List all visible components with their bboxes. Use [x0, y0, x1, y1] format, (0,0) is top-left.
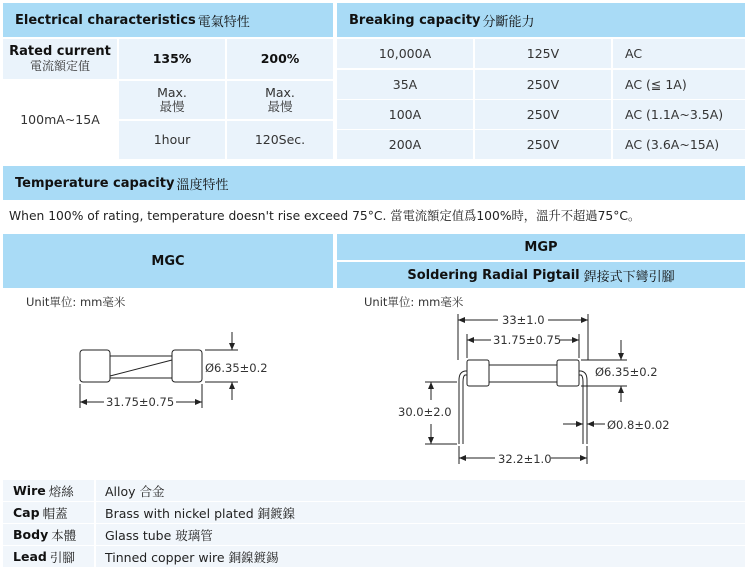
breaking-current-1: 35A [337, 70, 473, 99]
mgp-dim-body: 31.75±0.75 [493, 333, 562, 347]
breaking-voltage-3: 250V [475, 130, 611, 159]
mgc-unit: Unit單位: mm毫米 [26, 295, 126, 309]
material-value-wire: Alloy 合金 [105, 483, 165, 499]
material-value-body: Glass tube 玻璃管 [105, 527, 213, 543]
rated-current-zh: 電流額定值 [29, 59, 90, 73]
breaking-voltage-1: 250V [475, 70, 611, 99]
max-label-1: Max. [157, 85, 187, 100]
breaking-current-0: 10,000A [337, 39, 473, 68]
mgp-span-label: 32.2±1.0 [498, 452, 552, 466]
mgp-subtitle-zh: 銲接式下彎引腳 [583, 269, 675, 285]
electrical-title: Electrical characteristics [15, 12, 196, 28]
temperature-title-zh: 溫度特性 [176, 177, 229, 193]
mgp-cap-left [467, 360, 489, 386]
mgp-subheader [337, 262, 745, 288]
rated-current-en: Rated current [9, 44, 111, 59]
electrical-title-zh: 電氣特性 [197, 14, 250, 30]
mgc-body [100, 356, 184, 378]
col-135: 135% [119, 39, 225, 79]
max-label-1-zh: 最慢 [159, 99, 185, 114]
mgp-header [337, 234, 745, 260]
breaking-table [337, 39, 745, 159]
current-range: 100mA~15A [3, 81, 117, 159]
time-2: 120Sec. [227, 121, 333, 159]
breaking-current-3: 200A [337, 130, 473, 159]
col-200: 200% [227, 39, 333, 79]
mgp-height-label: 30.0±2.0 [398, 405, 452, 419]
breaking-current-2: 100A [337, 100, 473, 129]
time-1: 1hour [119, 121, 225, 159]
electrical-header [3, 3, 333, 37]
mgp-title: MGP [524, 239, 558, 255]
temperature-title: Temperature capacity [15, 175, 175, 191]
mgc-dia-label: Ø6.35±0.2 [205, 361, 268, 375]
breaking-type-3: AC (3.6A~15A) [613, 130, 745, 159]
materials-table [3, 480, 745, 568]
mgp-dia-label: Ø6.35±0.2 [595, 365, 658, 379]
breaking-header [337, 3, 745, 37]
mgp-cap-right [557, 360, 579, 386]
material-key-lead: Lead 引腳 [13, 549, 75, 565]
material-key-wire: Wire 熔絲 [13, 483, 74, 499]
max-label-2: Max. [265, 85, 295, 100]
mgc-cap-right [172, 350, 202, 382]
mgp-body [477, 365, 569, 382]
breaking-type-0: AC [613, 39, 745, 68]
breaking-voltage-2: 250V [475, 100, 611, 129]
mgp-subtitle: Soldering Radial Pigtail [407, 267, 580, 283]
breaking-voltage-0: 125V [475, 39, 611, 68]
material-key-cap: Cap 帽蓋 [13, 505, 68, 521]
material-value-lead: Tinned copper wire 銅鎳鍍錫 [105, 549, 279, 565]
max-cell-1 [119, 81, 225, 119]
mgp-unit: Unit單位: mm毫米 [364, 295, 464, 309]
mgc-title: MGC [151, 253, 185, 269]
rated-current-label [3, 39, 117, 79]
breaking-title-zh: 分斷能力 [482, 14, 535, 30]
max-cell-2 [227, 81, 333, 119]
breaking-title: Breaking capacity [349, 12, 481, 28]
materials-divider [94, 480, 96, 568]
breaking-type-1: AC (≦ 1A) [613, 70, 745, 99]
mgc-header [3, 234, 333, 288]
mgp-wire-label: Ø0.8±0.02 [607, 418, 670, 432]
material-key-body: Body 本體 [13, 527, 77, 543]
temperature-header [3, 166, 745, 200]
temperature-note: When 100% of rating, temperature doesn't rise exceed 75°C. 當電流額定值爲100%時，溫升不超過75°C。 [9, 209, 641, 223]
mgc-length-label: 31.75±0.75 [106, 395, 175, 409]
material-value-cap: Brass with nickel plated 銅鍍鎳 [105, 505, 296, 521]
mgp-dim-top: 33±1.0 [502, 313, 545, 327]
mgc-cap-left [80, 350, 110, 382]
max-label-2-zh: 最慢 [267, 99, 293, 114]
breaking-type-2: AC (1.1A~3.5A) [613, 100, 745, 129]
